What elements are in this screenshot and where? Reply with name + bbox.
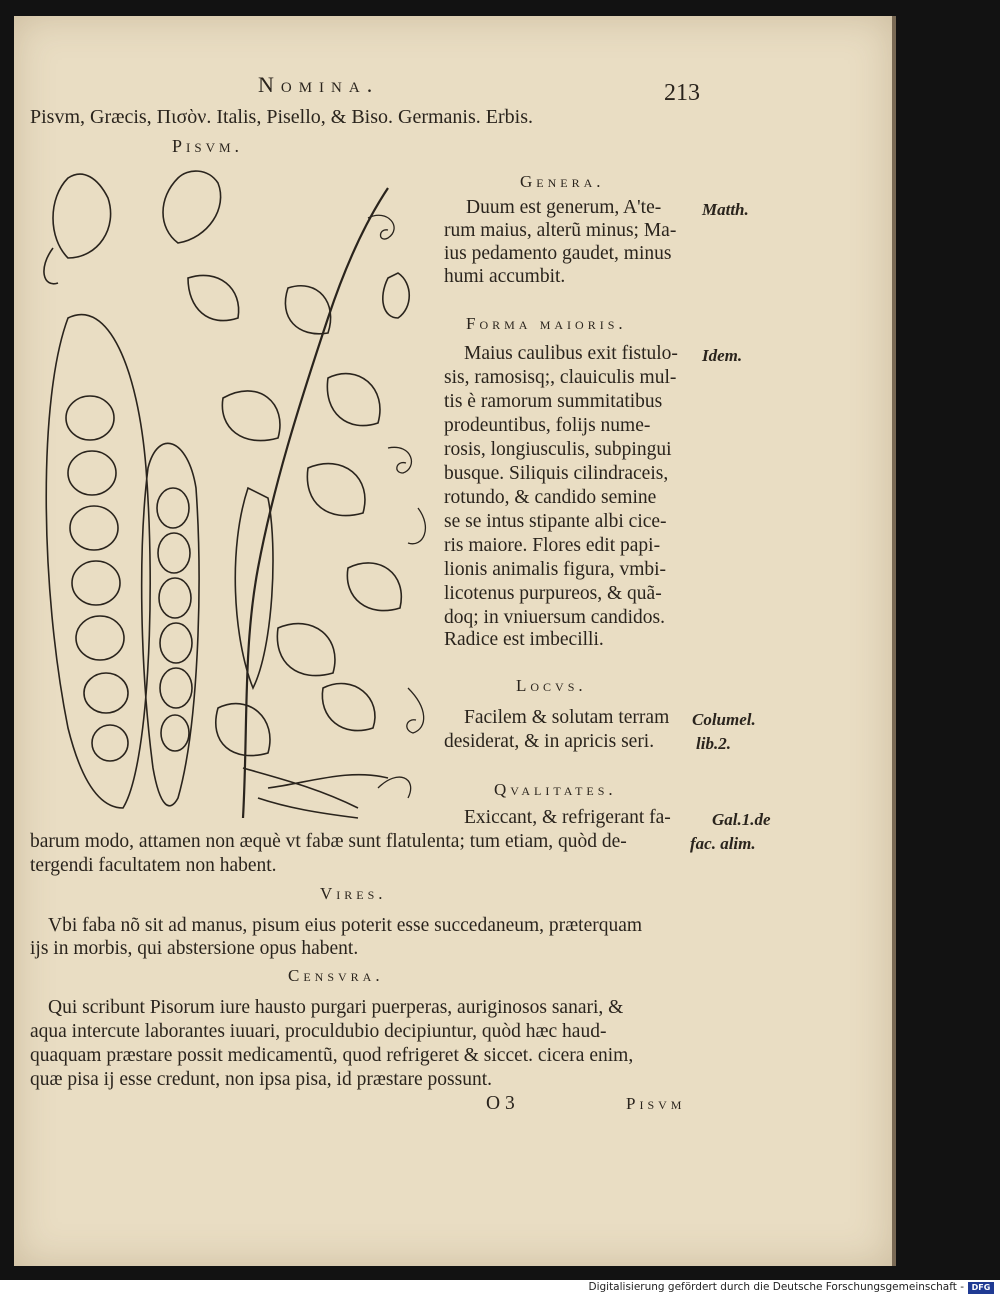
dfg-credit-text: Digitalisierung gefördert durch die Deutsche Forschungsgemeinschaft - (588, 1281, 964, 1293)
vires-line-2: ijs in morbis, qui abstersione opus habent. (30, 938, 359, 959)
figure-caption: Pisvm. (172, 136, 244, 156)
pod-middle-peas (157, 488, 192, 751)
censura-line-3: quaquam præstare possit medicamentũ, quod refrigeret & siccet. cicera enim, (30, 1045, 634, 1066)
genera-line-2: rum maius, alterũ minus; Ma- (444, 220, 677, 241)
forma-line-3: tis è ramorum summitatibus (444, 391, 663, 412)
genera-heading: Genera. (520, 172, 605, 191)
genera-margin-note: Matth. (702, 200, 749, 219)
locus-margin-note-2: lib.2. (696, 734, 731, 753)
forma-line-10: lionis animalis figura, vmbi- (444, 559, 667, 580)
genera-line-4: humi accumbit. (444, 266, 566, 287)
forma-line-11: licotenus purpureos, & quã- (444, 583, 662, 604)
locus-margin-note-1: Columel. (692, 710, 756, 729)
forma-margin-note: Idem. (702, 346, 743, 365)
pod-left-peas (66, 396, 128, 761)
qualitates-heading: Qvalitates. (494, 780, 617, 799)
forma-line-6: busque. Siliquis cilindraceis, (444, 463, 669, 484)
flower-top-center (163, 171, 221, 243)
dfg-logo-icon: DFG (968, 1282, 994, 1294)
names-line: Pisvm, Græcis, Πισὸν. Italis, Pisello, & Biso. Germanis. Erbis. (30, 106, 533, 128)
forma-line-13: Radice est imbecilli. (444, 629, 604, 650)
locus-line-2: desiderat, & in apricis seri. (444, 731, 655, 752)
qualitates-margin-note-2: fac. alim. (690, 834, 756, 853)
vires-heading: Vires. (320, 884, 387, 903)
signature-mark: O 3 (486, 1093, 515, 1114)
qualitates-line-1: Exiccant, & refrigerant fa- (464, 807, 671, 828)
vires-line-1: Vbi faba nõ sit ad manus, pisum eius poterit esse succedaneum, præterquam (48, 915, 643, 936)
forma-line-7: rotundo, & candido semine (444, 487, 657, 508)
root (243, 768, 388, 818)
flower-top-right (383, 273, 409, 318)
locus-line-1: Facilem & solutam terram (464, 707, 670, 728)
flower-top-left (44, 174, 111, 284)
forma-line-4: prodeuntibus, folijs nume- (444, 415, 651, 436)
forma-line-5: rosis, longiusculis, subpingui (444, 439, 672, 460)
page-number: 213 (664, 80, 700, 106)
qualitates-line-3: tergendi facultatem non habent. (30, 855, 277, 876)
forma-line-1: Maius caulibus exit fistulo- (464, 343, 678, 364)
forma-line-8: se se intus stipante albi cice- (444, 511, 667, 532)
forma-heading: Forma maioris. (466, 314, 627, 333)
censura-heading: Censvra. (288, 966, 384, 985)
catchword: Pisvm (626, 1094, 686, 1113)
genera-line-1: Duum est generum, A'te- (466, 197, 662, 218)
qualitates-margin-note-1: Gal.1.de (712, 810, 771, 829)
qualitates-line-2: barum modo, attamen non æquè vt fabæ sunt flatulenta; tum etiam, quòd de- (30, 831, 627, 852)
forma-line-9: ris maiore. Flores edit papi- (444, 535, 661, 556)
censura-line-1: Qui scribunt Pisorum iure hausto purgari puerperas, auriginosos sanari, & (48, 997, 624, 1018)
pea-plant-woodcut-illustration (28, 168, 440, 820)
locus-heading: Locvs. (516, 676, 587, 695)
censura-line-4: quæ pisa ij esse credunt, non ipsa pisa, id præstare possunt. (30, 1069, 492, 1090)
running-title: Nomina. (258, 72, 380, 97)
censura-line-2: aqua intercute laborantes iuuari, proculdubio decipiuntur, quòd hæc haud- (30, 1021, 607, 1042)
forma-line-2: sis, ramosisq;, clauiculis mul- (444, 367, 677, 388)
leaves (188, 275, 401, 755)
tendrils (368, 215, 425, 798)
forma-line-12: doq; in vniuersum candidos. (444, 607, 665, 628)
genera-line-3: ius pedamento gaudet, minus (444, 243, 672, 264)
